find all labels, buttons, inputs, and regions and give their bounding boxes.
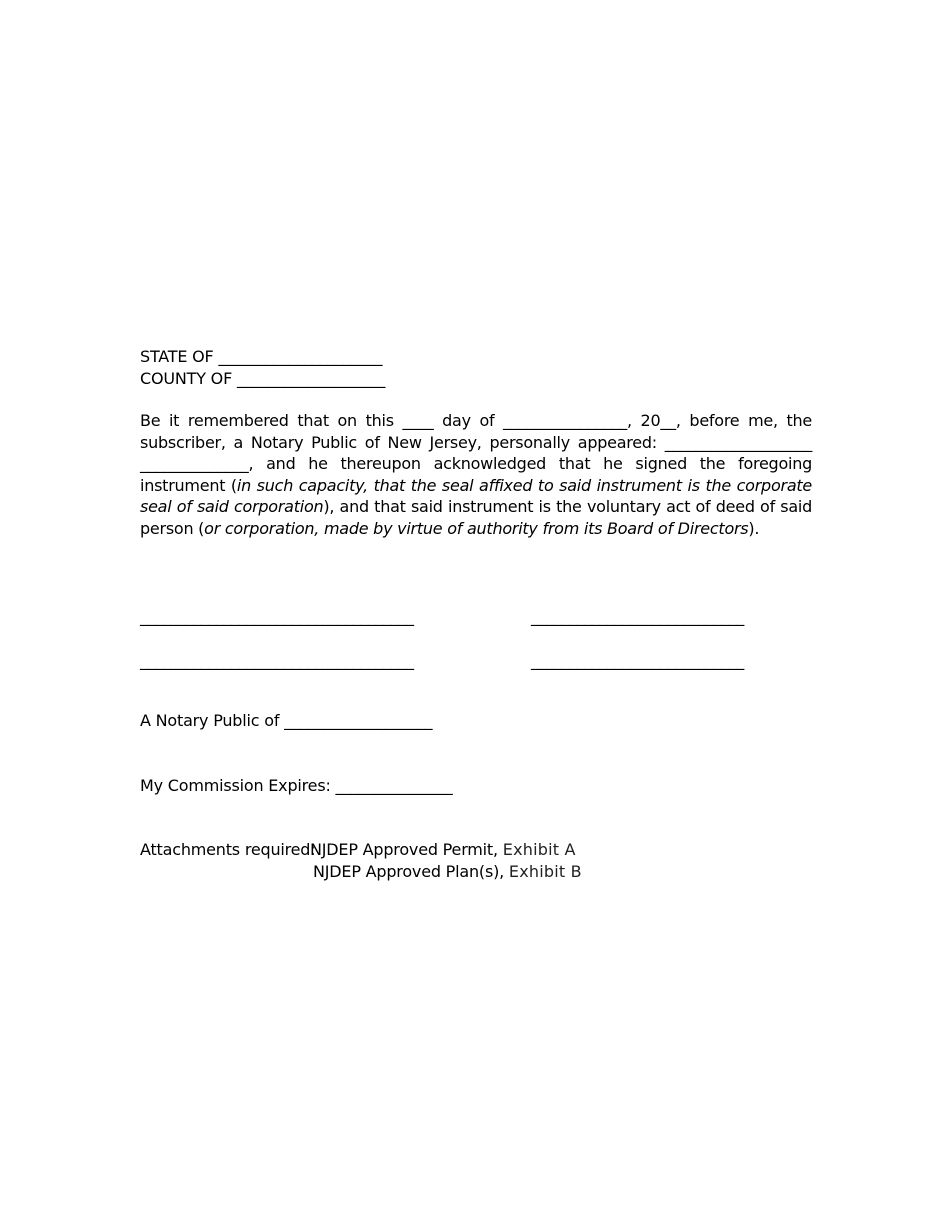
acknowledgment-text-1: Be it remembered that on this ____ day of ________________, 20__, before me, the subscriber, a Notary Public of New Jersey, personally appeared: ___________________ ______________, and he thereupon acknowledged that he signed the foregoing instrument ( bbox=[140, 411, 812, 495]
attachment-item-text: NJDEP Approved Permit, bbox=[310, 840, 503, 859]
attachment-item bbox=[310, 839, 576, 861]
acknowledgment-text-2: ), and that said instrument is the voluntary act of deed of said person ( bbox=[140, 497, 813, 538]
commission-expires-line: My Commission Expires: _______________ bbox=[140, 776, 453, 795]
attachments-label: Attachments required: bbox=[140, 840, 316, 859]
acknowledgment-italic-2: or corporation, made by virtue of authority from its Board of Directors bbox=[204, 518, 749, 538]
attachment-exhibit-label: Exhibit B bbox=[508, 862, 582, 881]
attachment-item-text: NJDEP Approved Plan(s), bbox=[313, 862, 509, 881]
attachment-exhibit-label: Exhibit A bbox=[502, 840, 576, 859]
signature-line-left-2: ____________________________________ bbox=[140, 651, 414, 670]
attachment-item bbox=[313, 861, 582, 883]
notary-public-line: A Notary Public of ___________________ bbox=[140, 711, 433, 730]
county-of-line: COUNTY OF ___________________ bbox=[140, 369, 386, 388]
signature-line-right-2: ____________________________ bbox=[531, 651, 744, 670]
acknowledgment-paragraph bbox=[140, 410, 812, 540]
state-of-line: STATE OF _____________________ bbox=[140, 347, 383, 366]
acknowledgment-text-3: ). bbox=[748, 518, 760, 538]
signature-line-right-1: ____________________________ bbox=[531, 607, 744, 626]
signature-line-left-1: ____________________________________ bbox=[140, 607, 414, 626]
acknowledgment-italic-1: in such capacity, that the seal affixed to said instrument is the corporate seal of said corporation bbox=[140, 475, 812, 517]
